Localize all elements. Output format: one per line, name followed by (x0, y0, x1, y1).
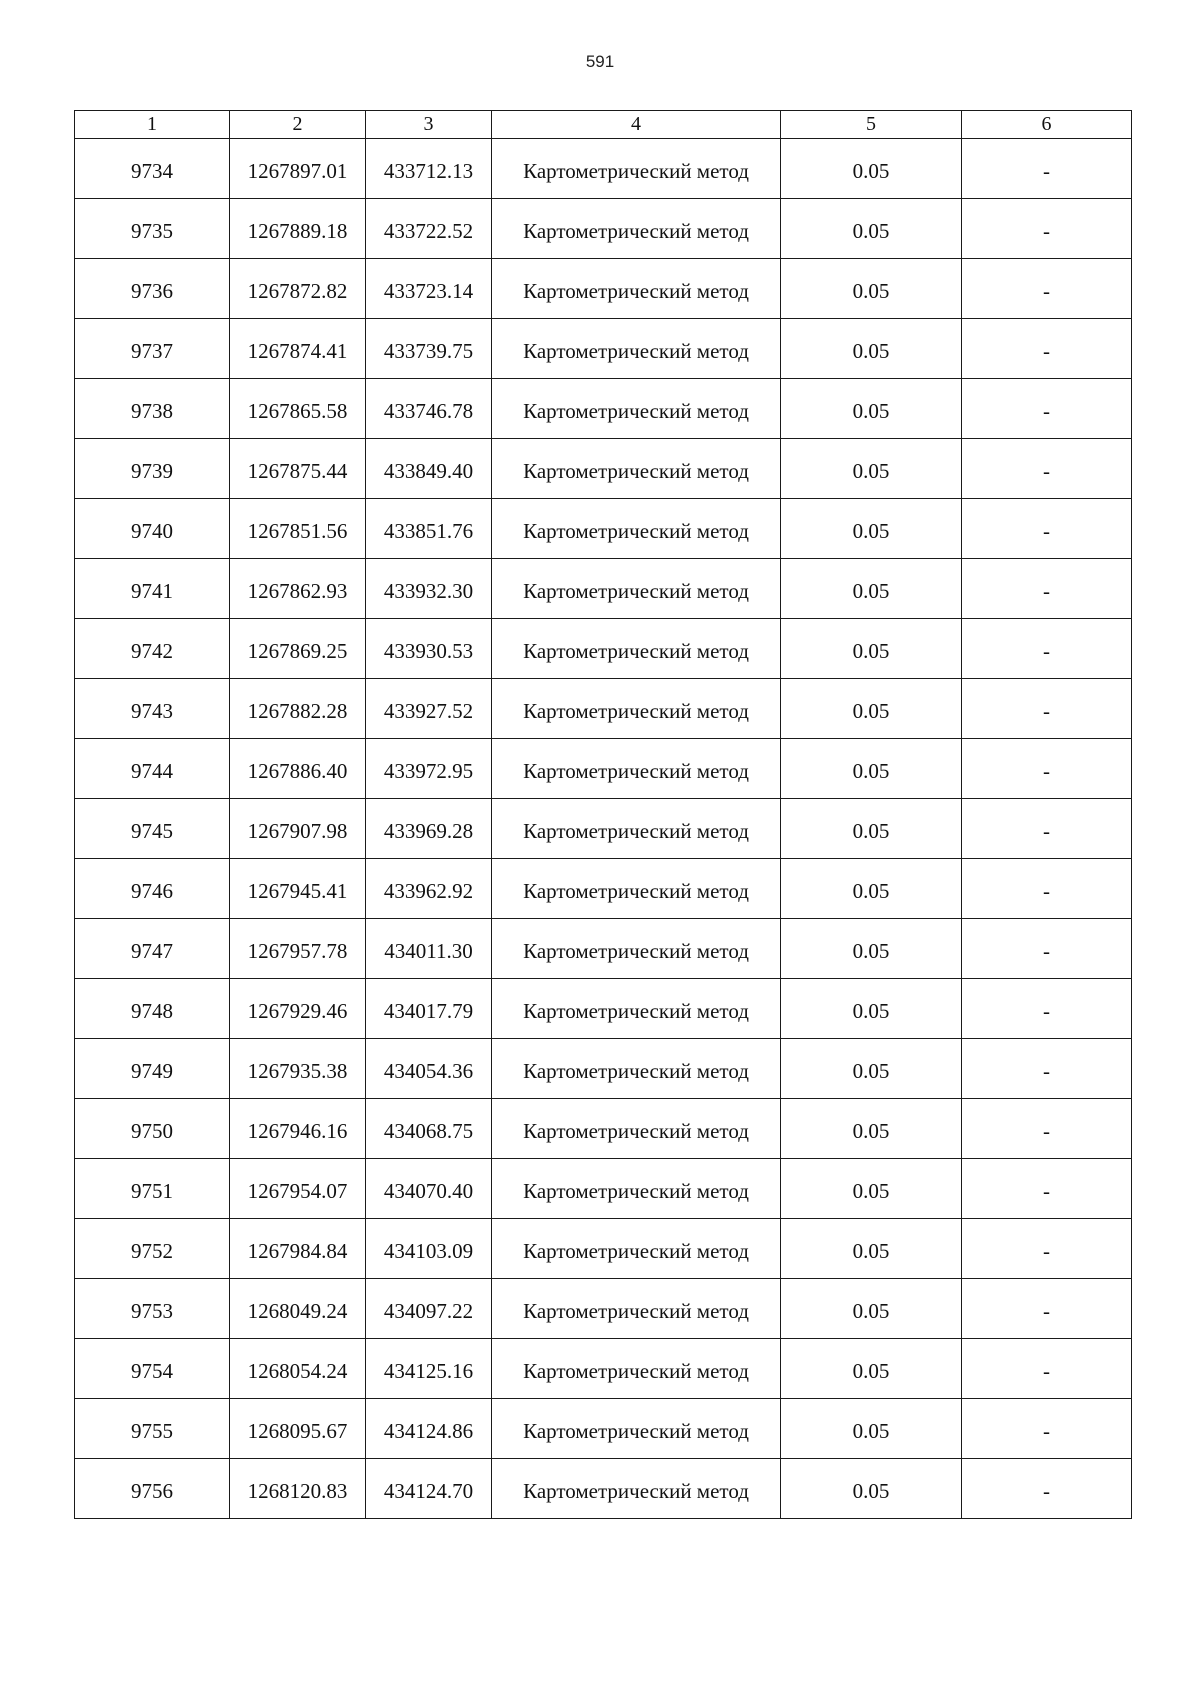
method-cell: Картометрический метод (492, 379, 781, 439)
method-cell: Картометрический метод (492, 139, 781, 199)
method-cell: Картометрический метод (492, 499, 781, 559)
y-coordinate-cell: 434070.40 (366, 1159, 492, 1219)
method-cell: Картометрический метод (492, 1339, 781, 1399)
point-number-cell: 9753 (75, 1279, 230, 1339)
table-row (75, 139, 1132, 199)
note-cell: - (962, 859, 1132, 919)
note-cell: - (962, 1099, 1132, 1159)
header-col-4: 4 (492, 111, 781, 139)
point-number-cell: 9755 (75, 1399, 230, 1459)
note-cell: - (962, 379, 1132, 439)
x-coordinate-cell: 1267954.07 (230, 1159, 366, 1219)
accuracy-cell: 0.05 (781, 559, 962, 619)
point-number-cell: 9734 (75, 139, 230, 199)
x-coordinate-cell: 1267882.28 (230, 679, 366, 739)
x-coordinate-cell: 1267957.78 (230, 919, 366, 979)
table-row (75, 499, 1132, 559)
note-cell: - (962, 619, 1132, 679)
table-row (75, 1459, 1132, 1519)
x-coordinate-cell: 1267907.98 (230, 799, 366, 859)
accuracy-cell: 0.05 (781, 139, 962, 199)
accuracy-cell: 0.05 (781, 979, 962, 1039)
accuracy-cell: 0.05 (781, 1459, 962, 1519)
header-col-2: 2 (230, 111, 366, 139)
x-coordinate-cell: 1267872.82 (230, 259, 366, 319)
note-cell: - (962, 319, 1132, 379)
table-row (75, 979, 1132, 1039)
x-coordinate-cell: 1267851.56 (230, 499, 366, 559)
point-number-cell: 9740 (75, 499, 230, 559)
accuracy-cell: 0.05 (781, 439, 962, 499)
y-coordinate-cell: 434125.16 (366, 1339, 492, 1399)
table-row (75, 559, 1132, 619)
point-number-cell: 9745 (75, 799, 230, 859)
method-cell: Картометрический метод (492, 199, 781, 259)
note-cell: - (962, 1339, 1132, 1399)
header-row (75, 111, 1132, 139)
x-coordinate-cell: 1268054.24 (230, 1339, 366, 1399)
accuracy-cell: 0.05 (781, 379, 962, 439)
accuracy-cell: 0.05 (781, 619, 962, 679)
x-coordinate-cell: 1267869.25 (230, 619, 366, 679)
accuracy-cell: 0.05 (781, 259, 962, 319)
note-cell: - (962, 739, 1132, 799)
accuracy-cell: 0.05 (781, 1339, 962, 1399)
method-cell: Картометрический метод (492, 1099, 781, 1159)
accuracy-cell: 0.05 (781, 1219, 962, 1279)
y-coordinate-cell: 433962.92 (366, 859, 492, 919)
note-cell: - (962, 1399, 1132, 1459)
header-col-5: 5 (781, 111, 962, 139)
accuracy-cell: 0.05 (781, 859, 962, 919)
x-coordinate-cell: 1267874.41 (230, 319, 366, 379)
accuracy-cell: 0.05 (781, 679, 962, 739)
x-coordinate-cell: 1268120.83 (230, 1459, 366, 1519)
note-cell: - (962, 439, 1132, 499)
y-coordinate-cell: 433927.52 (366, 679, 492, 739)
accuracy-cell: 0.05 (781, 1399, 962, 1459)
y-coordinate-cell: 433746.78 (366, 379, 492, 439)
accuracy-cell: 0.05 (781, 319, 962, 379)
point-number-cell: 9742 (75, 619, 230, 679)
page-number: 591 (585, 52, 615, 71)
point-number-cell: 9738 (75, 379, 230, 439)
table-row (75, 1159, 1132, 1219)
note-cell: - (962, 199, 1132, 259)
method-cell: Картометрический метод (492, 559, 781, 619)
y-coordinate-cell: 433739.75 (366, 319, 492, 379)
point-number-cell: 9744 (75, 739, 230, 799)
point-number-cell: 9739 (75, 439, 230, 499)
table-body (75, 139, 1132, 1519)
table-row (75, 199, 1132, 259)
accuracy-cell: 0.05 (781, 919, 962, 979)
accuracy-cell: 0.05 (781, 1279, 962, 1339)
x-coordinate-cell: 1267946.16 (230, 1099, 366, 1159)
y-coordinate-cell: 433932.30 (366, 559, 492, 619)
point-number-cell: 9751 (75, 1159, 230, 1219)
y-coordinate-cell: 434097.22 (366, 1279, 492, 1339)
accuracy-cell: 0.05 (781, 739, 962, 799)
point-number-cell: 9746 (75, 859, 230, 919)
note-cell: - (962, 499, 1132, 559)
y-coordinate-cell: 433722.52 (366, 199, 492, 259)
method-cell: Картометрический метод (492, 1459, 781, 1519)
accuracy-cell: 0.05 (781, 799, 962, 859)
method-cell: Картометрический метод (492, 799, 781, 859)
x-coordinate-cell: 1268049.24 (230, 1279, 366, 1339)
x-coordinate-cell: 1267935.38 (230, 1039, 366, 1099)
table-row (75, 259, 1132, 319)
point-number-cell: 9750 (75, 1099, 230, 1159)
header-col-3: 3 (366, 111, 492, 139)
method-cell: Картометрический метод (492, 619, 781, 679)
method-cell: Картометрический метод (492, 1399, 781, 1459)
point-number-cell: 9741 (75, 559, 230, 619)
method-cell: Картометрический метод (492, 739, 781, 799)
accuracy-cell: 0.05 (781, 1099, 962, 1159)
method-cell: Картометрический метод (492, 1279, 781, 1339)
x-coordinate-cell: 1267897.01 (230, 139, 366, 199)
table-row (75, 1219, 1132, 1279)
x-coordinate-cell: 1267929.46 (230, 979, 366, 1039)
table-row (75, 1039, 1132, 1099)
note-cell: - (962, 1039, 1132, 1099)
y-coordinate-cell: 433972.95 (366, 739, 492, 799)
note-cell: - (962, 679, 1132, 739)
y-coordinate-cell: 434124.70 (366, 1459, 492, 1519)
point-number-cell: 9752 (75, 1219, 230, 1279)
y-coordinate-cell: 434068.75 (366, 1099, 492, 1159)
point-number-cell: 9754 (75, 1339, 230, 1399)
x-coordinate-cell: 1267875.44 (230, 439, 366, 499)
y-coordinate-cell: 434103.09 (366, 1219, 492, 1279)
method-cell: Картометрический метод (492, 1159, 781, 1219)
table-row (75, 619, 1132, 679)
x-coordinate-cell: 1268095.67 (230, 1399, 366, 1459)
table-header (75, 111, 1132, 139)
point-number-cell: 9736 (75, 259, 230, 319)
method-cell: Картометрический метод (492, 259, 781, 319)
table-row (75, 799, 1132, 859)
y-coordinate-cell: 433930.53 (366, 619, 492, 679)
method-cell: Картометрический метод (492, 919, 781, 979)
point-number-cell: 9743 (75, 679, 230, 739)
note-cell: - (962, 799, 1132, 859)
note-cell: - (962, 919, 1132, 979)
table-row (75, 1099, 1132, 1159)
note-cell: - (962, 979, 1132, 1039)
note-cell: - (962, 1159, 1132, 1219)
y-coordinate-cell: 433851.76 (366, 499, 492, 559)
y-coordinate-cell: 434011.30 (366, 919, 492, 979)
x-coordinate-cell: 1267984.84 (230, 1219, 366, 1279)
table-row (75, 739, 1132, 799)
point-number-cell: 9747 (75, 919, 230, 979)
x-coordinate-cell: 1267865.58 (230, 379, 366, 439)
accuracy-cell: 0.05 (781, 499, 962, 559)
table-row (75, 1399, 1132, 1459)
point-number-cell: 9748 (75, 979, 230, 1039)
x-coordinate-cell: 1267945.41 (230, 859, 366, 919)
table-row (75, 439, 1132, 499)
point-number-cell: 9735 (75, 199, 230, 259)
y-coordinate-cell: 433712.13 (366, 139, 492, 199)
accuracy-cell: 0.05 (781, 1159, 962, 1219)
table-row (75, 859, 1132, 919)
note-cell: - (962, 139, 1132, 199)
method-cell: Картометрический метод (492, 979, 781, 1039)
method-cell: Картометрический метод (492, 1219, 781, 1279)
accuracy-cell: 0.05 (781, 1039, 962, 1099)
y-coordinate-cell: 434017.79 (366, 979, 492, 1039)
table-row (75, 1279, 1132, 1339)
x-coordinate-cell: 1267886.40 (230, 739, 366, 799)
y-coordinate-cell: 433849.40 (366, 439, 492, 499)
y-coordinate-cell: 434054.36 (366, 1039, 492, 1099)
table-row (75, 1339, 1132, 1399)
method-cell: Картометрический метод (492, 679, 781, 739)
x-coordinate-cell: 1267889.18 (230, 199, 366, 259)
point-number-cell: 9756 (75, 1459, 230, 1519)
point-number-cell: 9737 (75, 319, 230, 379)
table-row (75, 679, 1132, 739)
x-coordinate-cell: 1267862.93 (230, 559, 366, 619)
note-cell: - (962, 1279, 1132, 1339)
method-cell: Картометрический метод (492, 859, 781, 919)
table-row (75, 379, 1132, 439)
header-col-6: 6 (962, 111, 1132, 139)
point-number-cell: 9749 (75, 1039, 230, 1099)
y-coordinate-cell: 433723.14 (366, 259, 492, 319)
table-row (75, 319, 1132, 379)
note-cell: - (962, 559, 1132, 619)
header-col-1: 1 (75, 111, 230, 139)
table-row (75, 919, 1132, 979)
note-cell: - (962, 259, 1132, 319)
accuracy-cell: 0.05 (781, 199, 962, 259)
note-cell: - (962, 1219, 1132, 1279)
method-cell: Картометрический метод (492, 319, 781, 379)
note-cell: - (962, 1459, 1132, 1519)
method-cell: Картометрический метод (492, 439, 781, 499)
y-coordinate-cell: 434124.86 (366, 1399, 492, 1459)
coordinates-table (74, 110, 1132, 1519)
y-coordinate-cell: 433969.28 (366, 799, 492, 859)
method-cell: Картометрический метод (492, 1039, 781, 1099)
